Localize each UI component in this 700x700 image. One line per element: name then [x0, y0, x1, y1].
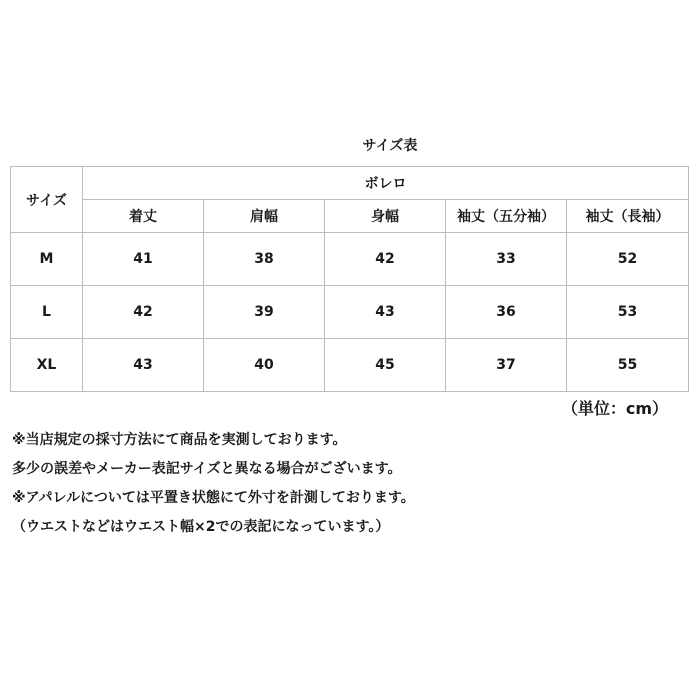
size-header-cell: サイズ	[11, 167, 83, 233]
table-row	[11, 233, 689, 286]
table-cell: 40	[204, 339, 325, 392]
unit-label: （単位：cm）	[561, 399, 668, 418]
table-cell: 43	[83, 339, 204, 392]
column-header: 袖丈（五分袖）	[446, 200, 567, 233]
column-header: 身幅	[325, 200, 446, 233]
table-header-row	[11, 200, 689, 233]
note-line: （ウエストなどはウエスト幅×2での表記になっています。）	[12, 519, 390, 535]
table-row	[11, 339, 689, 392]
table-cell: 55	[567, 339, 689, 392]
note-line: ※当店規定の採寸方法にて商品を実測しております。	[12, 432, 347, 448]
column-header: 着丈	[83, 200, 204, 233]
table-cell: 37	[446, 339, 567, 392]
size-table	[10, 166, 689, 392]
table-cell: 53	[567, 286, 689, 339]
table-cell: 42	[83, 286, 204, 339]
table-group-row	[11, 167, 689, 200]
column-header: 肩幅	[204, 200, 325, 233]
notes-block	[12, 426, 692, 542]
table-row	[11, 286, 689, 339]
note-line: 多少の誤差やメーカー表記サイズと異なる場合がございます。	[12, 461, 402, 477]
row-size-label: M	[11, 233, 83, 286]
row-size-label: XL	[11, 339, 83, 392]
note-line: ※アパレルについては平置き状態にて外寸を計測しております。	[12, 490, 415, 506]
table-cell: 33	[446, 233, 567, 286]
table-title: サイズ表	[362, 138, 418, 154]
table-cell: 36	[446, 286, 567, 339]
table-cell: 38	[204, 233, 325, 286]
table-cell: 41	[83, 233, 204, 286]
table-cell: 43	[325, 286, 446, 339]
table-cell: 52	[567, 233, 689, 286]
table-cell: 42	[325, 233, 446, 286]
table-cell: 45	[325, 339, 446, 392]
table-cell: 39	[204, 286, 325, 339]
row-size-label: L	[11, 286, 83, 339]
product-group-header: ボレロ	[83, 167, 689, 200]
column-header: 袖丈（長袖）	[567, 200, 689, 233]
